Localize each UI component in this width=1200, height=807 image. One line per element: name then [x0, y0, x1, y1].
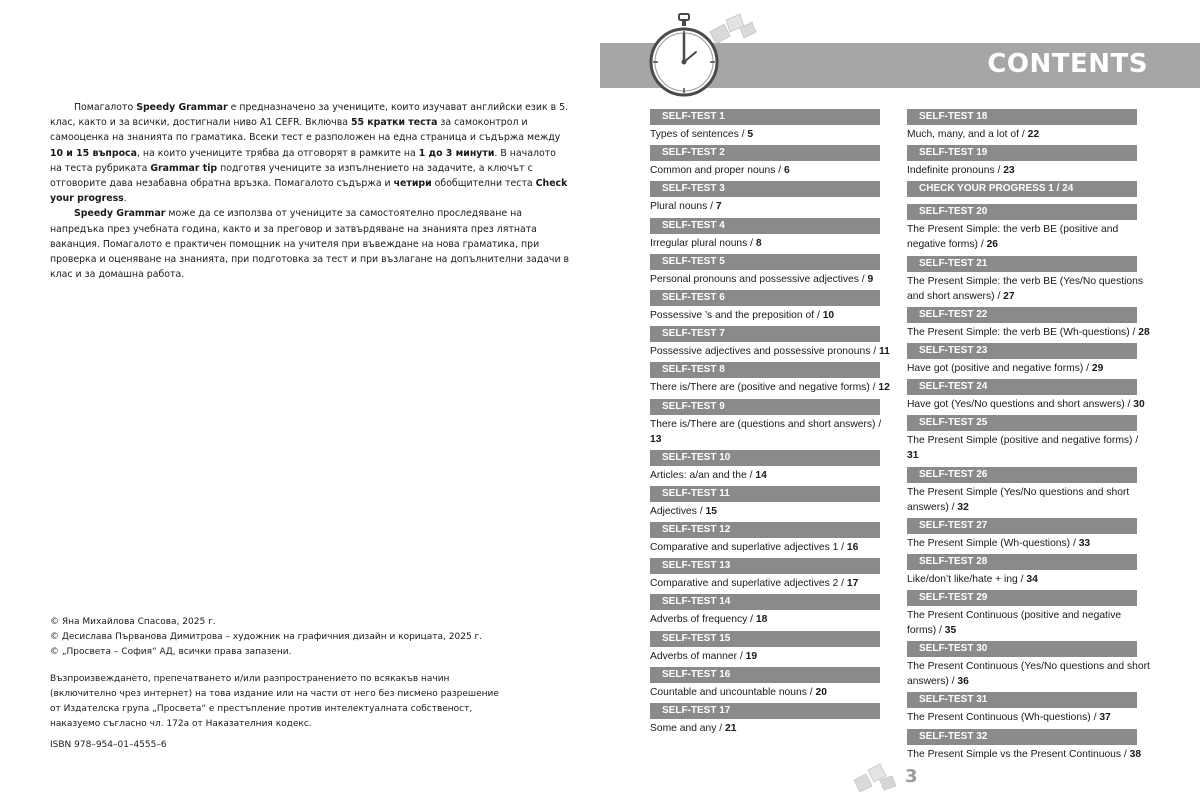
- intro-run: , на които учениците трябва да отговорят в рамките на: [136, 147, 419, 159]
- flying-papers-icon: [850, 762, 900, 796]
- entry-title-text: Have got (positive and negative forms): [907, 362, 1084, 374]
- contents-entry: [650, 594, 895, 627]
- entry-title-text: Adjectives: [650, 505, 697, 517]
- legal-line: наказуемо съгласно чл. 172а от Наказателния кодекс.: [50, 719, 312, 729]
- entry-page: 15: [705, 505, 717, 517]
- entry-title-text: Common and proper nouns: [650, 165, 776, 177]
- entry-page: 11: [878, 346, 890, 358]
- entry-label: SELF-TEST 24: [907, 379, 1137, 395]
- contents-entry: [650, 218, 895, 251]
- copyright-block: [50, 615, 570, 732]
- intro-bold-run: четири: [393, 178, 432, 190]
- entry-page: 19: [745, 650, 758, 662]
- entry-page: 8: [755, 237, 762, 249]
- entry-title-text: Have got (Yes/No questions and short answers): [907, 399, 1125, 411]
- contents-entry: [907, 554, 1152, 587]
- entry-title: The Present Simple (positive and negative forms) / 31: [907, 435, 1139, 462]
- page-number: 3: [905, 766, 918, 787]
- entry-page: 27: [1003, 290, 1015, 302]
- entry-label: SELF-TEST 8: [650, 362, 880, 378]
- entry-page: 12: [878, 382, 890, 394]
- entry-title-text: The Present Simple (positive and negative forms): [907, 435, 1133, 447]
- intro-run: обобщителни теста: [431, 178, 536, 190]
- entry-label: SELF-TEST 26: [907, 467, 1137, 483]
- contents-entry: [650, 181, 895, 214]
- contents-entry: [907, 590, 1152, 638]
- contents-entry: [650, 558, 895, 591]
- entry-title-text: Adverbs of frequency: [650, 614, 748, 626]
- entry-label: SELF-TEST 21: [907, 256, 1137, 272]
- entry-label: SELF-TEST 6: [650, 290, 880, 306]
- right-page: [600, 0, 1200, 807]
- entry-page: 16: [846, 542, 859, 554]
- entry-page: 37: [1099, 712, 1111, 724]
- entry-title-text: Some and any: [650, 723, 717, 734]
- intro-bold-run: 10 и 15 въпроса: [50, 147, 137, 159]
- entry-page: 5: [747, 129, 754, 140]
- entry-title-text: The Present Simple (Yes/No questions and short answers): [907, 486, 1130, 513]
- entry-title-text: The Present Continuous (Yes/No questions and short answers): [907, 661, 1150, 688]
- entry-title-text: The Present Continuous (positive and negative forms): [907, 610, 1122, 637]
- entry-page: 30: [1133, 399, 1145, 411]
- entry-label: SELF-TEST 9: [650, 399, 880, 415]
- entry-label: SELF-TEST 15: [650, 631, 880, 647]
- contents-entry: [650, 254, 895, 287]
- entry-title: Adjectives / 15: [650, 505, 717, 517]
- entry-title: Like/don’t like/hate + ing / 34: [907, 573, 1038, 585]
- entry-page: 28: [1138, 326, 1150, 338]
- legal-line: от Издателска група „Просвета“ е престъпление против интелектуалната собственост,: [50, 704, 473, 714]
- entry-title-text: Possessive adjectives and possessive pronouns: [650, 346, 871, 358]
- entry-label: SELF-TEST 2: [650, 145, 880, 161]
- entry-label: SELF-TEST 19: [907, 145, 1137, 161]
- entry-page: 17: [846, 578, 859, 590]
- entry-title-text: The Present Continuous (Wh-questions): [907, 712, 1091, 724]
- contents-entry: [907, 729, 1152, 762]
- contents-entry: [907, 109, 1152, 142]
- entry-title: Common and proper nouns / 6: [650, 165, 790, 177]
- entry-label: SELF-TEST 20: [907, 204, 1137, 220]
- contents-entry: [907, 307, 1152, 340]
- entry-title: Countable and uncountable nouns / 20: [650, 686, 827, 698]
- intro-run: може да се използва от учениците за самостоятелно проследяване на напредъка през учебната година, както и за преговор и затвърдяване на знанията през лятната ваканция. Помагалото е практичен помощник на учителя при въвеждане на нова граматика, при проверка и оценяване на знанията, при подготовка за тест и при възлагане на допълнителни задачи в клас и за домашна работа.: [50, 208, 570, 281]
- entry-page: 31: [907, 450, 919, 462]
- entry-title: Articles: a/an and the / 14: [650, 469, 767, 481]
- entry-title-text: Personal pronouns and possessive adjectives: [650, 273, 859, 285]
- entry-label: CHECK YOUR PROGRESS 1 / 24: [907, 181, 1137, 197]
- entry-label: SELF-TEST 1: [650, 109, 880, 125]
- entry-page: 10: [822, 309, 835, 321]
- entry-title: The Present Simple vs the Present Continuous / 38: [907, 748, 1142, 760]
- entry-label: SELF-TEST 16: [650, 667, 880, 683]
- entry-page: 24: [1062, 183, 1074, 195]
- entry-title: Much, many, and a lot of / 22: [907, 129, 1040, 140]
- entry-page: 23: [1003, 165, 1015, 177]
- entry-title: There is/There are (questions and short answers) / 13: [650, 418, 882, 445]
- contents-entry: [650, 631, 895, 664]
- entry-title-text: Indefinite pronouns: [907, 165, 995, 177]
- entry-title-text: The Present Simple vs the Present Continuous: [907, 748, 1122, 760]
- entry-title: Irregular plural nouns / 8: [650, 237, 762, 249]
- contents-column-2: [907, 109, 1152, 765]
- intro-run: подготвя учениците за изпълнението на задачите, а ключът с отговорите дава незабавна обратна връзка. Помагалото съдържа и: [50, 162, 533, 190]
- contents-entry: [650, 486, 895, 519]
- entry-title: The Present Simple: the verb BE (Wh-questions) / 28: [907, 326, 1150, 338]
- contents-entry: [650, 667, 895, 700]
- entry-label: SELF-TEST 29: [907, 590, 1137, 606]
- copyright-line: © „Просвета – София“ АД, всички права запазени.: [50, 647, 292, 657]
- entry-title: Have got (positive and negative forms) / 29: [907, 362, 1104, 374]
- entry-label: SELF-TEST 17: [650, 703, 880, 719]
- entry-page: 34: [1026, 573, 1038, 585]
- entry-title-text: Much, many, and a lot of: [907, 129, 1019, 140]
- entry-label-text: CHECK YOUR PROGRESS 1: [919, 183, 1054, 195]
- entry-label: SELF-TEST 32: [907, 729, 1137, 745]
- entry-title: Adverbs of manner / 19: [650, 650, 758, 662]
- entry-page: 29: [1091, 362, 1104, 374]
- contents-entry: [650, 703, 895, 736]
- entry-title-text: Plural nouns: [650, 201, 708, 213]
- entry-title: Possessive adjectives and possessive pronouns / 11: [650, 346, 890, 358]
- entry-label: SELF-TEST 14: [650, 594, 880, 610]
- entry-title: There is/There are (positive and negative forms) / 12: [650, 382, 890, 394]
- entry-title: Some and any / 21: [650, 723, 737, 734]
- entry-title: Plural nouns / 7: [650, 201, 722, 213]
- entry-label: SELF-TEST 30: [907, 641, 1137, 657]
- entry-page: 21: [725, 723, 737, 734]
- entry-title-text: Comparative and superlative adjectives 2: [650, 578, 839, 590]
- entry-title-text: Comparative and superlative adjectives 1: [650, 542, 839, 554]
- contents-entry: [650, 145, 895, 178]
- entry-label: SELF-TEST 27: [907, 518, 1137, 534]
- contents-entry: [650, 522, 895, 555]
- entry-title: The Present Continuous (positive and negative forms) / 35: [907, 610, 1122, 637]
- entry-page: 7: [715, 201, 722, 213]
- entry-label: SELF-TEST 5: [650, 254, 880, 270]
- intro-bold-run: 55 кратки теста: [350, 117, 438, 129]
- contents-entry: [907, 343, 1152, 376]
- entry-label: SELF-TEST 25: [907, 415, 1137, 431]
- stopwatch-icon: [646, 12, 722, 98]
- intro-run: е предназначено за учениците, които изучават английски език в 5. клас, както и за всички, достигнали ниво А1 CEFR. Включва: [50, 102, 569, 129]
- entry-page: 38: [1129, 748, 1142, 760]
- entry-label: SELF-TEST 4: [650, 218, 880, 234]
- contents-entry: [907, 692, 1152, 725]
- entry-label: SELF-TEST 22: [907, 307, 1137, 323]
- entry-title-text: Articles: a/an and the: [650, 469, 747, 481]
- contents-entry: [650, 109, 895, 142]
- entry-title-text: The Present Simple: the verb BE (positive and negative forms): [907, 224, 1119, 251]
- intro-bold-run: Speedy Grammar: [74, 208, 166, 220]
- entry-title: The Present Simple: the verb BE (Yes/No questions and short answers) / 27: [907, 275, 1143, 302]
- entry-page: 13: [650, 433, 662, 445]
- entry-title-text: The Present Simple (Wh-questions): [907, 537, 1071, 549]
- contents-entry: [650, 362, 895, 395]
- entry-title-text: Adverbs of manner: [650, 650, 737, 662]
- entry-title: The Present Simple (Yes/No questions and short answers) / 32: [907, 486, 1130, 513]
- entry-title-text: There is/There are (positive and negative forms): [650, 382, 870, 394]
- entry-page: 6: [783, 165, 790, 177]
- isbn: ISBN 978–954–01–4555–6: [50, 740, 167, 750]
- entry-label: SELF-TEST 11: [650, 486, 880, 502]
- contents-title: CONTENTS: [987, 49, 1148, 79]
- contents-entry: [907, 204, 1152, 252]
- entry-title: Comparative and superlative adjectives 2 / 17: [650, 578, 859, 590]
- contents-entry: [650, 450, 895, 483]
- intro-run: .: [123, 193, 127, 205]
- entry-title: Possessive ’s and the preposition of / 10: [650, 309, 835, 321]
- entry-page: 26: [986, 239, 999, 251]
- entry-page: 32: [957, 501, 969, 513]
- intro-paragraph: [50, 100, 570, 206]
- entry-page: 22: [1027, 129, 1040, 140]
- entry-title-text: Possessive ’s and the preposition of: [650, 309, 815, 321]
- entry-title: The Present Simple (Wh-questions) / 33: [907, 537, 1091, 549]
- entry-label: SELF-TEST 7: [650, 326, 880, 342]
- intro-run: Помагалото: [74, 102, 137, 113]
- entry-label: SELF-TEST 13: [650, 558, 880, 574]
- contents-column-1: [650, 109, 895, 739]
- legal-line: Възпроизвеждането, препечатването и/или разпространението по всякакъв начин: [50, 674, 450, 684]
- entry-title: Have got (Yes/No questions and short answers) / 30: [907, 399, 1145, 411]
- contents-entry: [907, 379, 1152, 412]
- entry-label: SELF-TEST 31: [907, 692, 1137, 708]
- intro-bold-run: Grammar tip: [150, 162, 218, 174]
- entry-title: Indefinite pronouns / 23: [907, 165, 1015, 177]
- entry-page: 33: [1078, 537, 1091, 549]
- entry-title-text: There is/There are (questions and short answers): [650, 418, 876, 430]
- entry-label: SELF-TEST 18: [907, 109, 1137, 125]
- entry-page: 20: [815, 686, 827, 698]
- contents-entry: [907, 518, 1152, 551]
- entry-title-text: Countable and uncountable nouns: [650, 686, 807, 698]
- legal-line: (включително чрез интернет) на това издание или на части от него без писмено разрешение: [50, 689, 499, 699]
- entry-page: 9: [867, 273, 874, 285]
- entry-title: The Present Continuous (Yes/No questions and short answers) / 36: [907, 661, 1150, 688]
- entry-title-text: Types of sentences: [650, 129, 739, 140]
- intro-paragraph: [50, 206, 570, 282]
- entry-title: The Present Continuous (Wh-questions) / 37: [907, 712, 1111, 724]
- contents-entry: [907, 145, 1152, 178]
- contents-entry: [907, 181, 1152, 197]
- contents-entry: [907, 641, 1152, 689]
- contents-entry: [907, 415, 1152, 463]
- entry-label: SELF-TEST 12: [650, 522, 880, 538]
- intro-run: . В началото на теста рубриката: [50, 147, 556, 174]
- intro-run: за самоконтрол и самооценка на знанията по граматика. Всеки тест е разположен на една страница и съдържа между: [50, 117, 561, 144]
- intro-bold-run: 1 до 3 минути: [418, 147, 495, 159]
- entry-page: 18: [755, 614, 768, 626]
- entry-title: Adverbs of frequency / 18: [650, 614, 768, 626]
- contents-entry: [907, 256, 1152, 304]
- contents-entry: [907, 467, 1152, 515]
- entry-title-text: Like/don’t like/hate + ing: [907, 573, 1018, 585]
- intro-bold-run: Check your progress: [50, 178, 568, 205]
- entry-label: SELF-TEST 10: [650, 450, 880, 466]
- entry-label: SELF-TEST 28: [907, 554, 1137, 570]
- entry-title-text: The Present Simple: the verb BE (Yes/No questions and short answers): [907, 275, 1143, 302]
- entry-page: 14: [755, 469, 767, 481]
- entry-title-text: The Present Simple: the verb BE (Wh-questions): [907, 326, 1130, 338]
- entry-title-text: Irregular plural nouns: [650, 237, 748, 249]
- entry-title: The Present Simple: the verb BE (positive and negative forms) / 26: [907, 224, 1119, 251]
- entry-title: Personal pronouns and possessive adjectives / 9: [650, 273, 874, 285]
- contents-entry: [650, 326, 895, 359]
- copyright-line: © Яна Михайлова Спасова, 2025 г.: [50, 617, 216, 627]
- intro-bold-run: Speedy Grammar: [136, 102, 228, 113]
- copyright-line: © Десислава Първанова Димитрова – художник на графичния дизайн и корицата, 2025 г.: [50, 632, 483, 642]
- entry-page: 35: [944, 625, 957, 637]
- contents-entry: [650, 290, 895, 323]
- entry-label: SELF-TEST 23: [907, 343, 1137, 359]
- entry-label: SELF-TEST 3: [650, 181, 880, 197]
- entry-title: Comparative and superlative adjectives 1 / 16: [650, 542, 859, 554]
- contents-entry: [650, 399, 895, 447]
- entry-page: 36: [957, 676, 969, 688]
- intro-text: [50, 100, 570, 282]
- entry-title: Types of sentences / 5: [650, 129, 754, 140]
